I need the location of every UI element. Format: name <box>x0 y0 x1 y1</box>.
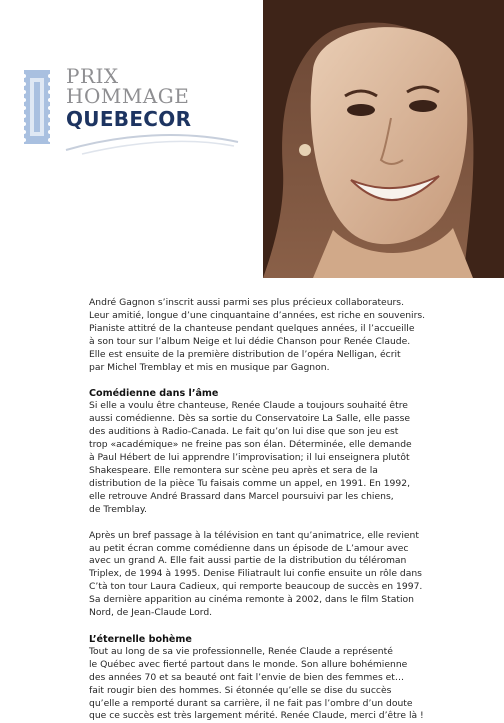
section-heading-comedienne: Comédienne dans l’âme <box>89 388 219 400</box>
text-line: à Paul Hébert de lui apprendre l’improvisation; il lui enseignera plutôt <box>89 452 410 464</box>
paragraph-collaborators <box>89 297 481 374</box>
text-line: qu’elle a remporté durant sa carrière, il ne fait pas l’ombre d’un doute <box>89 697 413 709</box>
logo-prix-text: PRIX <box>66 64 119 88</box>
text-line: Pianiste attitré de la chanteuse pendant quelques années, il l’accueille <box>89 322 415 334</box>
text-line: avec un grand A. Elle fait aussi partie de la distribution du téléroman <box>89 555 407 567</box>
text-line: trop «académique» ne freine pas son élan. Déterminée, elle demande <box>89 439 412 451</box>
text-line: Elle est ensuite de la première distribution de l’opéra Nelligan, écrit <box>89 348 401 360</box>
text-line: Sa dernière apparition au cinéma remonte à 2002, dans le film Station <box>89 594 414 606</box>
logo-quebecor-text: QUEBECOR <box>66 107 192 131</box>
text-line: Shakespeare. Elle remontera sur scène peu après et sera de la <box>89 464 378 476</box>
prix-hommage-quebecor-logo <box>22 64 242 184</box>
text-line: au petit écran comme comédienne dans un épisode de L’amour avec <box>89 542 409 554</box>
stamp-mark-icon <box>22 68 62 148</box>
text-line: aussi comédienne. Dès sa sortie du Conservatoire La Salle, elle passe <box>89 413 411 425</box>
text-line: à son tour sur l’album Neige et lui dédie Chanson pour Renée Claude. <box>89 335 411 347</box>
text-line: André Gagnon s’inscrit aussi parmi ses plus précieux collaborateurs. <box>89 297 405 308</box>
portrait-photo <box>263 0 504 278</box>
article-body <box>89 297 481 723</box>
text-line: Après un bref passage à la télévision en tant qu’animatrice, elle revient <box>89 529 419 541</box>
logo-swoosh-icon <box>62 128 242 158</box>
text-line: elle retrouve André Brassard dans Marcel poursuivi par les chiens, <box>89 490 394 502</box>
text-line: Si elle a voulu être chanteuse, Renée Claude a toujours souhaité être <box>89 400 408 412</box>
text-line: le Québec avec fierté partout dans le monde. Son allure bohémienne <box>89 658 408 670</box>
paragraph-comedienne <box>89 400 481 516</box>
text-line: Nord, de Jean-Claude Lord. <box>89 607 213 619</box>
text-line: de Tremblay. <box>89 503 147 515</box>
text-line: fait rougir bien des hommes. Si étonnée qu’elle se dise du succès <box>89 684 392 696</box>
text-line: des années 70 et sa beauté ont fait l’envie de bien des femmes et… <box>89 671 405 683</box>
paragraph-television <box>89 530 481 620</box>
text-line: par Michel Tremblay et mis en musique par Gagnon. <box>89 361 330 373</box>
text-line: des auditions à Radio-Canada. Le fait qu’on lui dise que son jeu est <box>89 426 399 438</box>
text-line: Tout au long de sa vie professionnelle, Renée Claude a représenté <box>89 645 393 657</box>
paragraph-spacer <box>89 517 481 530</box>
text-line: que ce succès est très largement mérité. Renée Claude, merci d’être là ! <box>89 710 424 722</box>
paragraph-boheme <box>89 646 481 723</box>
logo-hommage-text: HOMMAGE <box>66 84 190 108</box>
section-heading-boheme: L’éternelle bohème <box>89 633 192 645</box>
text-line: Triplex, de 1994 à 1995. Denise Filiatrault lui confie ensuite un rôle dans <box>89 568 422 580</box>
text-line: Leur amitié, longue d’une cinquantaine d’années, est riche en souvenirs. <box>89 309 426 321</box>
text-line: distribution de la pièce Tu faisais comme un appel, en 1991. En 1992, <box>89 477 411 489</box>
text-line: C’tà ton tour Laura Cadieux, qui remporte beaucoup de succès en 1997. <box>89 581 423 593</box>
